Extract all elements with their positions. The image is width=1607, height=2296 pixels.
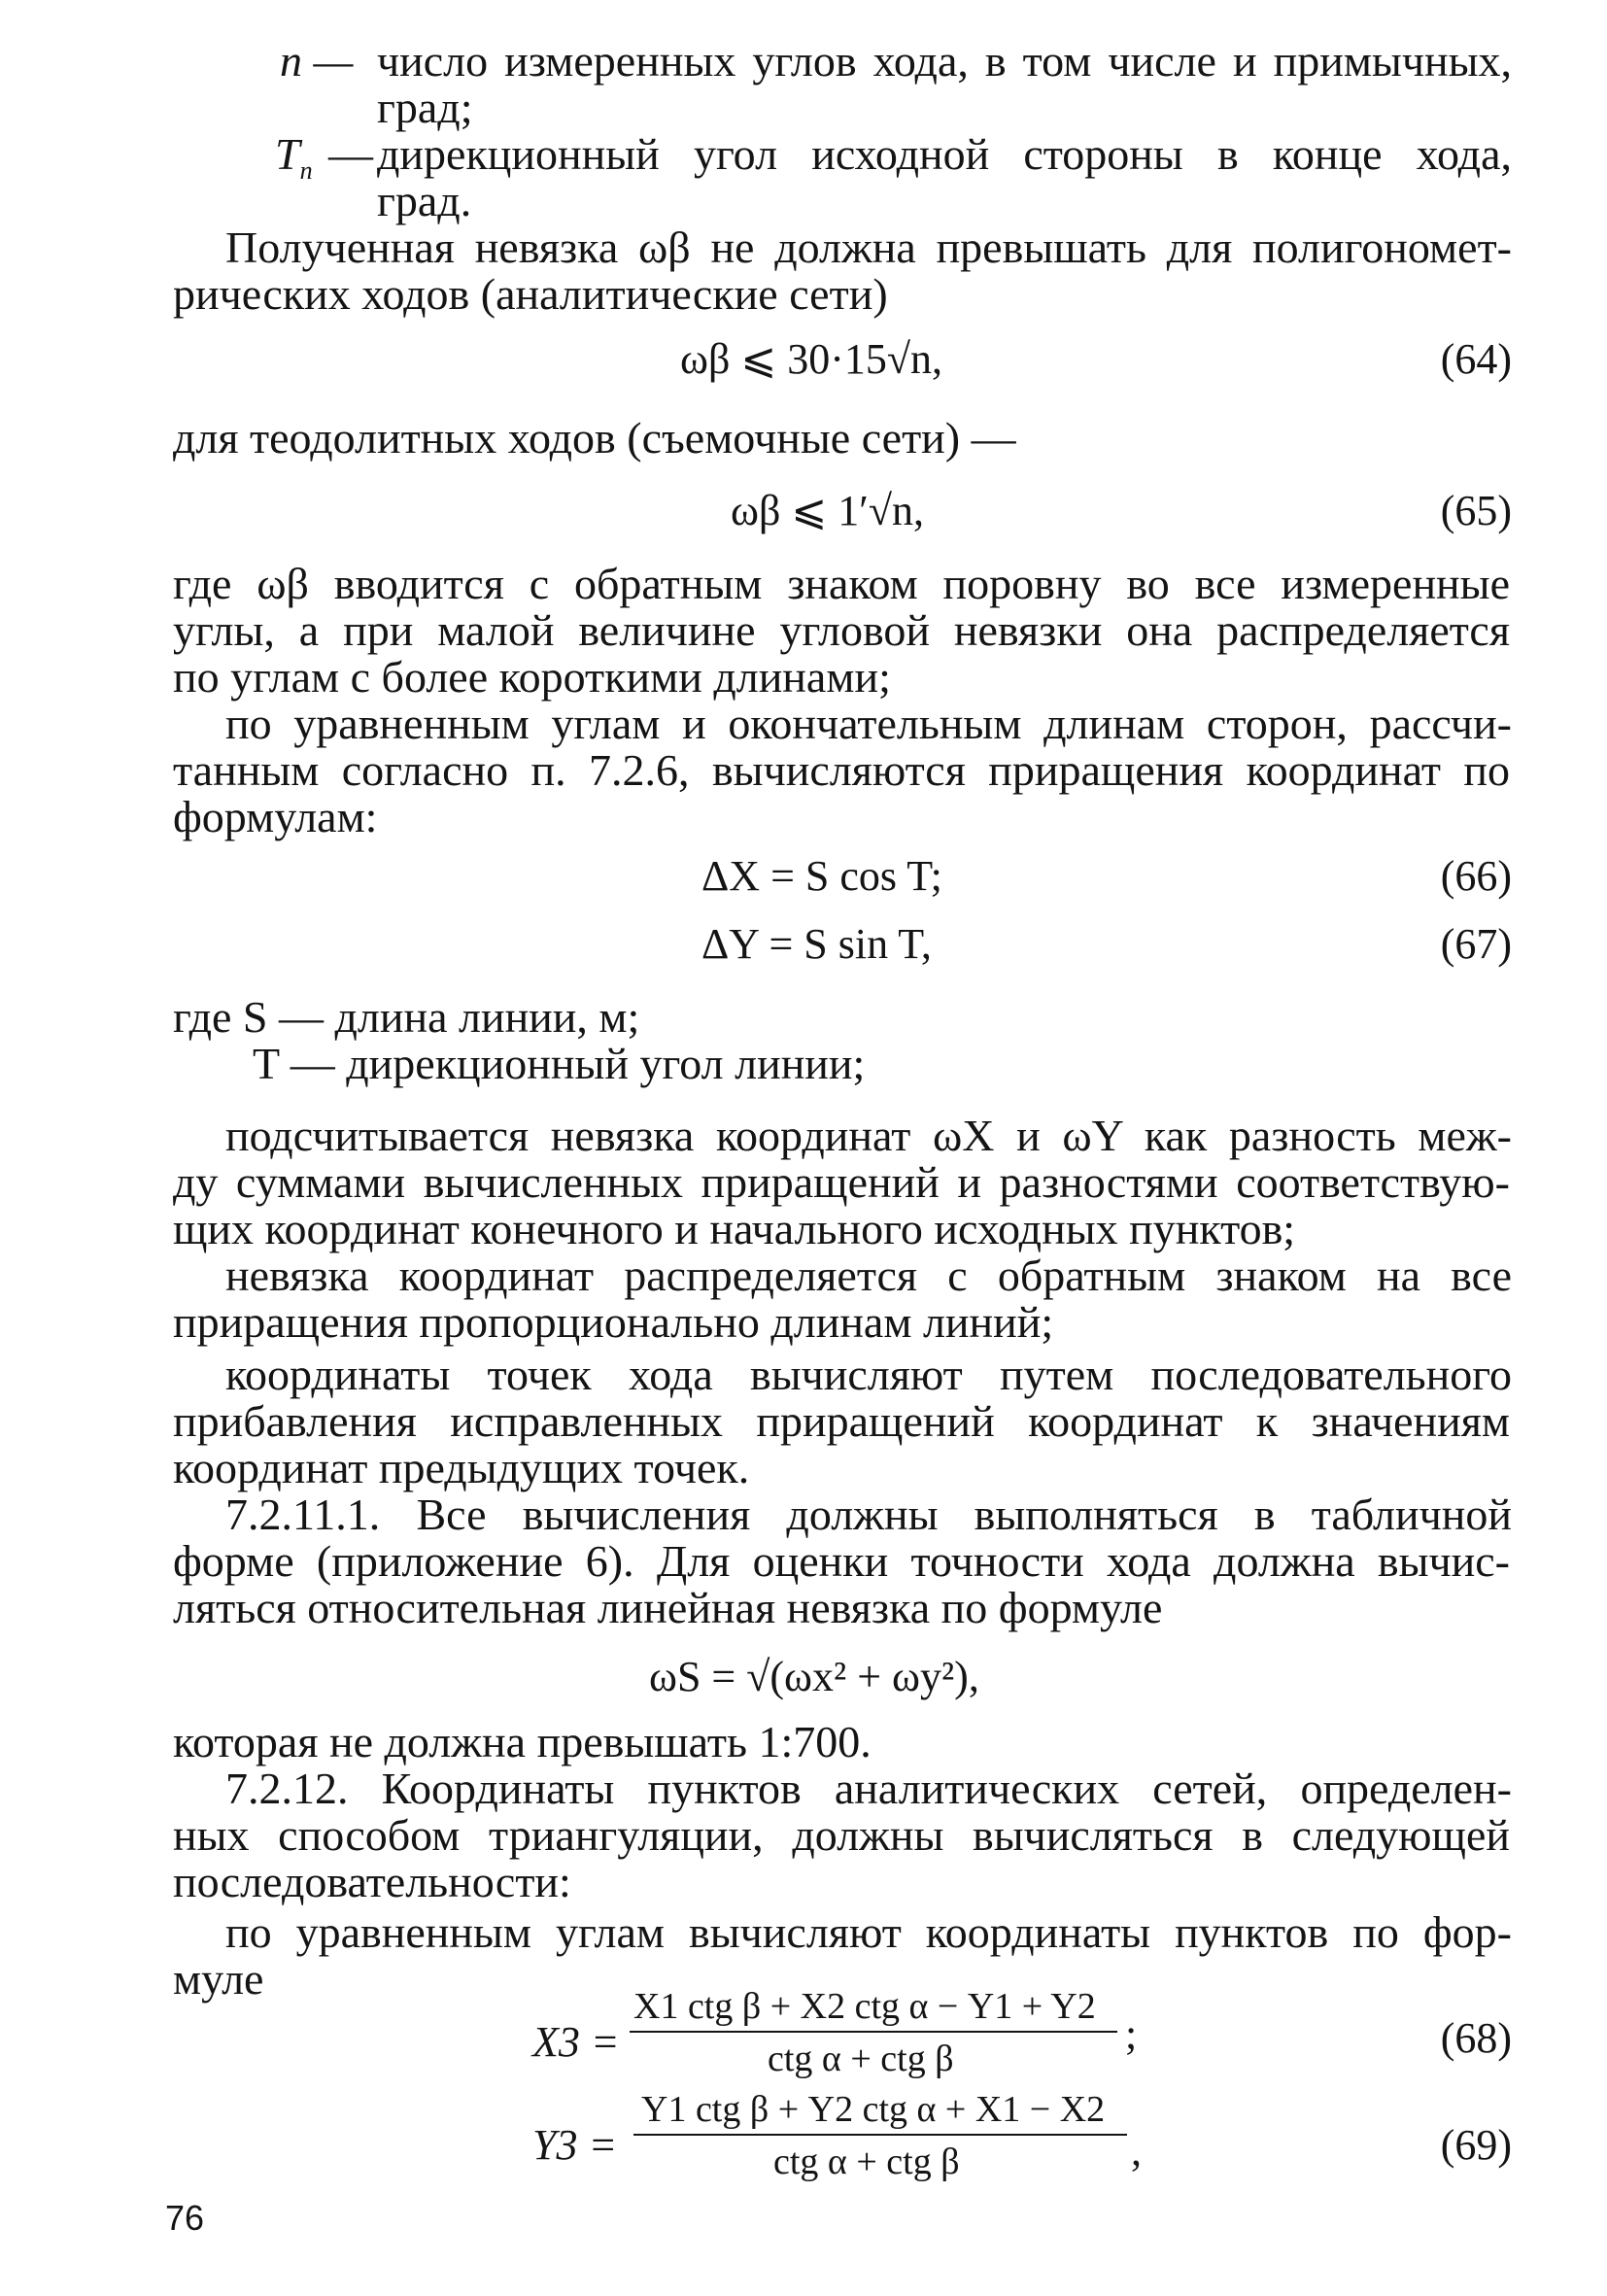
paragraph-line: которая не должна превышать 1:700.	[173, 1717, 872, 1766]
equation-number-66: (66)	[1440, 852, 1512, 900]
formula-68-numerator: X1 ctg β + X2 ctg α − Y1 + Y2	[633, 1986, 1096, 2027]
paragraph-line: координаты точек хода вычисляют путем последовательного	[225, 1350, 1512, 1399]
paragraph-line: для теодолитных ходов (съемочные сети) —	[173, 413, 1016, 463]
formula-66: ΔX = S cos T;	[701, 852, 942, 900]
formula-68-end: ;	[1125, 2010, 1138, 2058]
paragraph-line: координат предыдущих точек.	[173, 1443, 750, 1492]
definition-s: где S — длина линии, м;	[173, 992, 640, 1042]
paragraph-line: по углам с более короткими длинами;	[173, 652, 891, 702]
equation-number-69: (69)	[1440, 2121, 1512, 2169]
definition-t: T — дирекционный угол линии;	[253, 1039, 866, 1088]
formula-64: ωβ ⩽ 30·15√n,	[680, 335, 943, 383]
paragraph-line: подсчитывается невязка координат ωX и ωY как разность меж-	[225, 1111, 1512, 1160]
formula-69-denominator: ctg α + ctg β	[773, 2142, 960, 2182]
paragraph-line: щих координат конечного и начального исходных пунктов;	[173, 1204, 1296, 1253]
paragraph-line: танным согласно п. 7.2.6, вычисляются приращения координат по	[173, 745, 1510, 795]
formula-68-denominator: ctg α + ctg β	[768, 2039, 954, 2079]
paragraph-line: ляться относительная линейная невязка по формуле	[173, 1583, 1163, 1632]
paragraph-line: прибавления исправленных приращений координат к значениям	[173, 1396, 1510, 1446]
paragraph-line: углы, а при малой величине угловой невязки она распределяется	[173, 605, 1510, 655]
paragraph-line: форме (приложение 6). Для оценки точности хода должна вычис-	[173, 1536, 1510, 1586]
formula-69-end: ,	[1131, 2127, 1142, 2175]
paragraph-line: последовательности:	[173, 1857, 571, 1906]
paragraph-line: 7.2.12. Координаты пунктов аналитических сетей, определен-	[225, 1764, 1512, 1813]
definition-tn-text: дирекционный угол исходной стороны в конце хода,	[377, 129, 1512, 179]
formula-69-numerator: Y1 ctg β + Y2 ctg α + X1 − X2	[641, 2089, 1106, 2130]
definition-n-symbol: n —	[280, 36, 354, 86]
paragraph-line: по уравненным углам и окончательным длинам сторон, рассчи-	[225, 699, 1512, 748]
formula-69-fraction-bar	[633, 2134, 1127, 2136]
paragraph-line: 7.2.11.1. Все вычисления должны выполняться в табличной	[225, 1490, 1512, 1539]
paragraph-line: невязка координат распределяется с обратным знаком на все	[225, 1251, 1512, 1300]
definition-n-text-continued: град;	[377, 83, 473, 132]
formula-68-fraction-bar	[630, 2031, 1117, 2033]
formula-69-lhs: Y3 =	[532, 2121, 618, 2169]
formula-65: ωβ ⩽ 1′√n,	[731, 487, 924, 534]
definition-n-text: число измеренных углов хода, в том числе и примычных,	[377, 36, 1512, 86]
equation-number-64: (64)	[1440, 335, 1512, 383]
page-number: 76	[165, 2198, 205, 2238]
paragraph-line: приращения пропорционально длинам линий;	[173, 1297, 1054, 1347]
equation-number-65: (65)	[1440, 487, 1512, 534]
equation-number-68: (68)	[1440, 2014, 1512, 2062]
definition-tn-dash: —	[328, 129, 373, 179]
paragraph-line: ных способом триангуляции, должны вычисляться в следующей	[173, 1810, 1510, 1860]
paragraph-line: муле	[173, 1954, 264, 2004]
paragraph-line: Полученная невязка ωβ не должна превышать для полигономет-	[225, 223, 1512, 272]
equation-number-67: (67)	[1440, 920, 1512, 968]
paragraph-line: ду суммами вычисленных приращений и разностями соответствую-	[173, 1157, 1510, 1207]
formula-67: ΔY = S sin T,	[701, 920, 932, 968]
formula-omega-s: ωS = √(ωx² + ωy²),	[649, 1653, 979, 1700]
paragraph-line: формулам:	[173, 792, 378, 841]
paragraph-line: рических ходов (аналитические сети)	[173, 269, 888, 319]
paragraph-line: по уравненным углам вычисляют координаты пунктов по фор-	[225, 1907, 1512, 1957]
paragraph-line: где ωβ вводится с обратным знаком поровну во все измеренные	[173, 559, 1510, 608]
formula-68-lhs: X3 =	[532, 2018, 620, 2066]
definition-tn-text-continued: град.	[377, 176, 472, 225]
definition-tn-symbol: $T_n$	[275, 129, 313, 186]
